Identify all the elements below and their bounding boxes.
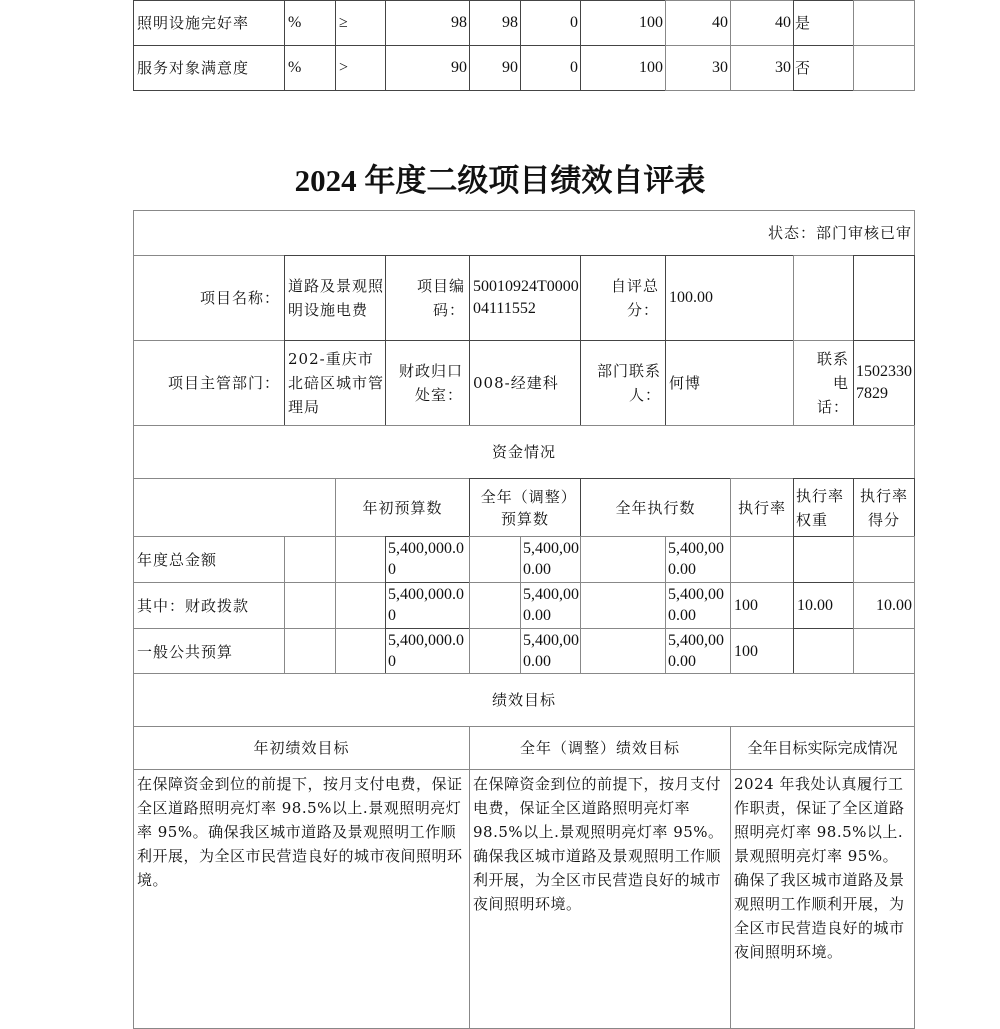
indicator-actual: 98 bbox=[469, 0, 521, 46]
funds-header-initial: 年初预算数 bbox=[335, 478, 470, 537]
indicator-unit: % bbox=[284, 0, 336, 46]
page-title: 2024 年度二级项目绩效自评表 bbox=[294, 163, 706, 198]
goals-header-actual: 全年目标实际完成情况 bbox=[730, 726, 915, 770]
self-score-value: 100.00 bbox=[665, 255, 794, 341]
fund-rate-weight: 10.00 bbox=[793, 582, 854, 629]
indicator-name: 照明设施完好率 bbox=[133, 0, 285, 46]
indicator-unit: % bbox=[284, 45, 336, 91]
dept-label: 项目主管部门： bbox=[133, 340, 285, 426]
indicator-col2: 100 bbox=[580, 45, 666, 91]
indicator-score: 40 bbox=[730, 0, 794, 46]
indicator-col1: 0 bbox=[520, 45, 581, 91]
project-code-value: 50010924T000004111552 bbox=[469, 255, 581, 341]
fund-executed: 5,400,000.00 bbox=[665, 536, 731, 583]
empty-cell bbox=[580, 536, 666, 583]
fund-execution-rate: 100 bbox=[730, 628, 794, 675]
indicator-col2: 100 bbox=[580, 0, 666, 46]
goals-section-title: 绩效目标 bbox=[133, 673, 915, 727]
fund-initial-budget: 5,400,000.00 bbox=[385, 582, 470, 629]
funds-header-score: 执行率得分 bbox=[853, 478, 915, 537]
indicator-actual: 90 bbox=[469, 45, 521, 91]
contact-value: 何博 bbox=[665, 340, 794, 426]
empty-cell bbox=[793, 255, 854, 341]
indicator-target: 90 bbox=[385, 45, 470, 91]
empty-cell bbox=[284, 628, 336, 675]
goals-initial-text: 在保障资金到位的前提下，按月支付电费，保证全区道路照明亮灯率 98.5%以上.景观照明亮灯率 95%。确保我区城市道路及景观照明工作顺利开展，为全区市民营造良好的城市夜间照明环境。 bbox=[133, 769, 470, 1029]
empty-cell bbox=[469, 582, 521, 629]
status-text: 状态：部门审核已审 bbox=[133, 210, 915, 256]
empty-cell bbox=[335, 628, 386, 675]
phone-label: 联系电话： bbox=[793, 340, 854, 426]
empty-cell bbox=[284, 582, 336, 629]
empty-cell bbox=[469, 536, 521, 583]
fund-initial-budget: 5,400,000.00 bbox=[385, 628, 470, 675]
fund-executed: 5,400,000.00 bbox=[665, 582, 731, 629]
funds-header-adjusted: 全年（调整）预算数 bbox=[469, 478, 581, 537]
contact-label: 部门联系人： bbox=[580, 340, 666, 426]
empty-cell bbox=[580, 628, 666, 675]
goals-header-initial: 年初绩效目标 bbox=[133, 726, 470, 770]
project-name-value: 道路及景观照明设施电费 bbox=[284, 255, 386, 341]
empty-cell bbox=[335, 582, 386, 629]
funds-header-blank bbox=[133, 478, 336, 537]
empty-cell bbox=[853, 255, 915, 341]
fund-execution-rate bbox=[730, 536, 794, 583]
project-name-label: 项目名称： bbox=[133, 255, 285, 341]
funds-header-weight: 执行率权重 bbox=[793, 478, 854, 537]
funds-header-rate: 执行率 bbox=[730, 478, 794, 537]
fund-row-label: 一般公共预算 bbox=[133, 628, 285, 675]
goals-actual-text: 2024 年我处认真履行工作职责，保证了全区道路照明亮灯率 98.5%以上.景观照明亮灯率 95%。确保了我区城市道路及景观照明工作顺利开展，为全区市民营造良好的城市夜间照明环境。 bbox=[730, 769, 915, 1029]
self-score-label: 自评总分： bbox=[580, 255, 666, 341]
empty-cell bbox=[284, 536, 336, 583]
finance-value: 008-经建科 bbox=[469, 340, 581, 426]
dept-value: 202-重庆市北碚区城市管理局 bbox=[284, 340, 386, 426]
indicator-weight: 30 bbox=[665, 45, 731, 91]
phone-value: 15023307829 bbox=[853, 340, 915, 426]
empty-cell bbox=[469, 628, 521, 675]
indicator-note bbox=[853, 0, 915, 46]
fund-rate-weight bbox=[793, 536, 854, 583]
project-code-label: 项目编码： bbox=[385, 255, 470, 341]
fund-execution-rate: 100 bbox=[730, 582, 794, 629]
fund-rate-score bbox=[853, 628, 915, 675]
indicator-operator: > bbox=[335, 45, 386, 91]
goals-header-adjusted: 全年（调整）绩效目标 bbox=[469, 726, 731, 770]
indicator-name: 服务对象满意度 bbox=[133, 45, 285, 91]
funds-section-title: 资金情况 bbox=[133, 425, 915, 479]
indicator-flag: 否 bbox=[793, 45, 854, 91]
indicator-note bbox=[853, 45, 915, 91]
fund-adjusted-budget: 5,400,000.00 bbox=[520, 536, 581, 583]
fund-adjusted-budget: 5,400,000.00 bbox=[520, 628, 581, 675]
indicator-col1: 0 bbox=[520, 0, 581, 46]
empty-cell bbox=[335, 536, 386, 583]
fund-row-label: 其中：财政拨款 bbox=[133, 582, 285, 629]
indicator-flag: 是 bbox=[793, 0, 854, 46]
goals-adjusted-text: 在保障资金到位的前提下，按月支付电费，保证全区道路照明亮灯率 98.5%以上.景观照明亮灯率 95%。确保我区城市道路及景观照明工作顺利开展，为全区市民营造良好的城市夜间照明环境。 bbox=[469, 769, 731, 1029]
fund-rate-weight bbox=[793, 628, 854, 675]
indicator-operator: ≥ bbox=[335, 0, 386, 46]
fund-initial-budget: 5,400,000.00 bbox=[385, 536, 470, 583]
indicator-score: 30 bbox=[730, 45, 794, 91]
empty-cell bbox=[580, 582, 666, 629]
indicator-weight: 40 bbox=[665, 0, 731, 46]
fund-executed: 5,400,000.00 bbox=[665, 628, 731, 675]
fund-rate-score: 10.00 bbox=[853, 582, 915, 629]
indicator-target: 98 bbox=[385, 0, 470, 46]
fund-rate-score bbox=[853, 536, 915, 583]
fund-adjusted-budget: 5,400,000.00 bbox=[520, 582, 581, 629]
finance-label: 财政归口处室： bbox=[385, 340, 470, 426]
fund-row-label: 年度总金额 bbox=[133, 536, 285, 583]
funds-header-executed: 全年执行数 bbox=[580, 478, 731, 537]
